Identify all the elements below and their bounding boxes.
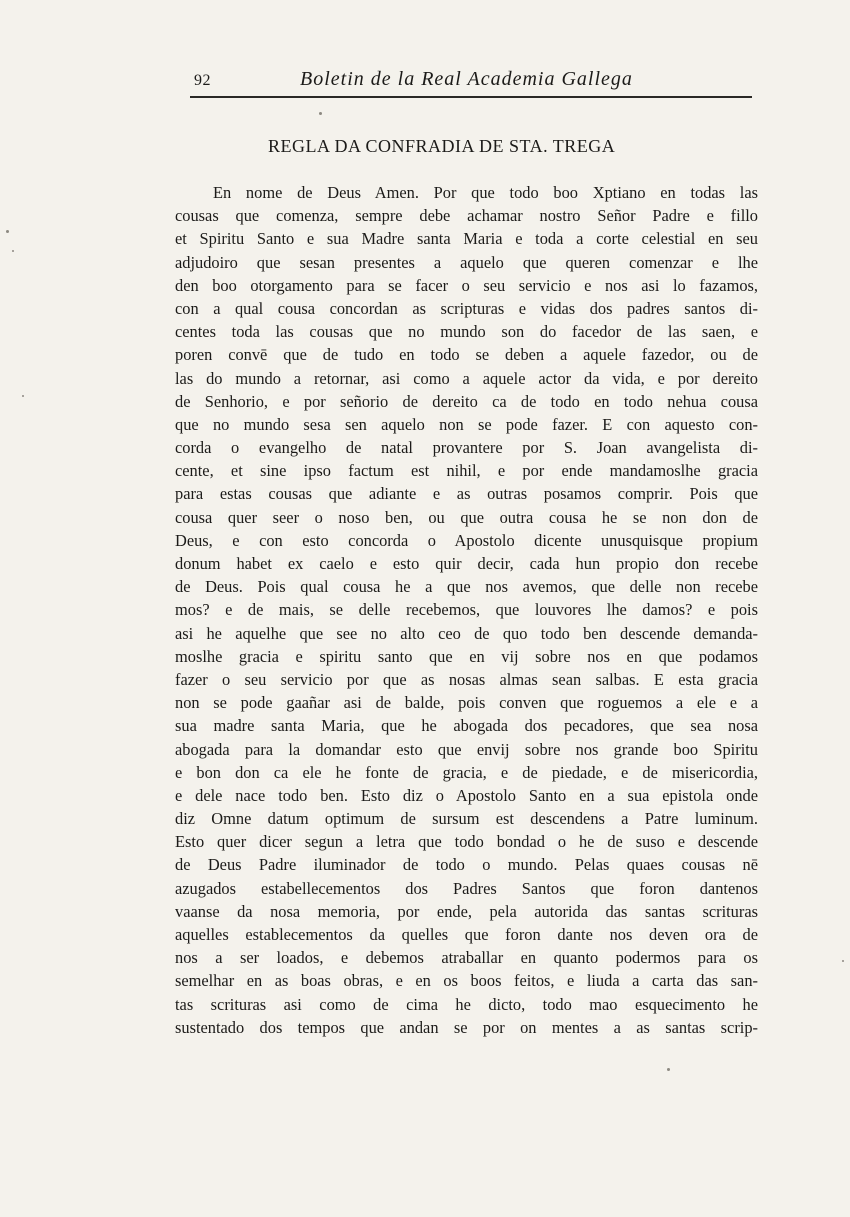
text-line: adjudoiro que sesan presentes a aquelo que queren comenzar e lhe <box>175 252 758 272</box>
text-line: para estas cousas que adiante e as outras posamos comprir. Pois que <box>175 484 758 504</box>
text-line: asi he aquelhe que see no alto ceo de quo todo ben descende demanda- <box>175 623 758 643</box>
text-line: centes toda las cousas que no mundo son do facedor de las saen, e <box>175 322 758 342</box>
text-line: diz Omne datum optimum de sursum est descendens a Patre luminum. <box>175 809 758 829</box>
text-line: Esto quer dicer segun a letra que todo bondad o he de suso e descende <box>175 832 758 852</box>
text-line: de Deus Padre iluminador de todo o mundo. Pelas quaes cousas nē <box>175 855 758 875</box>
text-line: que no mundo sesa sen aquelo non se pode fazer. E con aquesto con- <box>175 414 758 434</box>
text-line: sustentado dos tempos que andan se por on mentes a as santas scrip- <box>175 1017 758 1037</box>
text-line: moslhe gracia e spiritu santo que en vij sobre nos en que podamos <box>175 646 758 666</box>
text-line: e dele nace todo ben. Esto diz o Apostolo Santo en a sua epistola onde <box>175 785 758 805</box>
document-heading: REGLA DA CONFRADIA DE STA. TREGA <box>268 136 616 156</box>
text-line: fazer o seu servicio por que as nosas almas sean salbas. E esta gracia <box>175 669 758 689</box>
scan-speck <box>22 395 24 397</box>
text-line: de Senhorio, e por señorio de dereito ca de todo en todo nehua cousa <box>175 391 758 411</box>
text-line: et Spiritu Santo e sua Madre santa Maria e toda a corte celestial en seu <box>175 229 758 249</box>
text-line: sua madre santa Maria, que he abogada dos pecadores, que sea nosa <box>175 716 758 736</box>
text-line: cente, et sine ipso factum est nihil, e por ende mandamoslhe gracia <box>175 461 758 481</box>
text-line: con a qual cousa concordan as scripturas e vidas dos padres santos di- <box>175 298 758 318</box>
text-line: poren convē que de tudo en todo se deben a aquele fazedor, ou de <box>175 345 758 365</box>
body-text <box>175 181 758 1039</box>
running-header <box>190 66 752 98</box>
scan-speck <box>319 112 322 115</box>
scan-speck <box>6 230 9 233</box>
text-line: cousas que comenza, sempre debe achamar nostro Señor Padre e fillo <box>175 206 758 226</box>
text-line: semelhar en as boas obras, e en os boos feitos, e liuda a carta das san- <box>175 971 758 991</box>
text-line: den boo otorgamento para se facer o seu servicio e nos asi lo fazamos, <box>175 275 758 295</box>
text-line: non se pode gaañar asi de balde, pois conven que roguemos a ele e a <box>175 693 758 713</box>
journal-title: Boletin de la Real Academia Gallega <box>300 68 633 90</box>
text-line: abogada para la domandar esto que envij sobre nos grande boo Spiritu <box>175 739 758 759</box>
text-line: Deus, e con esto concorda o Apostolo dicente unusquisque propium <box>175 530 758 550</box>
text-line: En nome de Deus Amen. Por que todo boo Xptiano en todas las <box>213 183 758 202</box>
text-line: azugados estabellecementos dos Padres Santos que foron dantenos <box>175 878 758 898</box>
text-line: tas scrituras asi como de cima he dicto, todo mao esquecimento he <box>175 994 758 1014</box>
page-number: 92 <box>194 72 211 89</box>
scan-speck <box>842 960 844 962</box>
text-line: cousa quer seer o noso ben, ou que outra cousa he se non don de <box>175 507 758 527</box>
text-line: nos a ser loados, e debemos atraballar en quanto podermos para os <box>175 948 758 968</box>
text-line: corda o evangelho de natal provantere por S. Joan avangelista di- <box>175 438 758 458</box>
text-line: vaanse da nosa memoria, por ende, pela autorida das santas scrituras <box>175 901 758 921</box>
text-line: donum habet ex caelo e esto quir decir, cada hun propio don recebe <box>175 554 758 573</box>
text-line: e bon don ca ele he fonte de gracia, e de piedade, e de misericordia, <box>175 762 758 782</box>
scan-speck <box>12 250 14 252</box>
text-line: de Deus. Pois qual cousa he a que nos avemos, que delle non recebe <box>175 577 758 597</box>
text-line: mos? e de mais, se delle recebemos, que louvores lhe damos? e pois <box>175 600 758 620</box>
scan-speck <box>667 1068 670 1071</box>
text-line: las do mundo a retornar, asi como a aquele actor da vida, e por dereito <box>175 368 758 388</box>
text-line: aquelles establecementos da quelles que foron dante nos deven ora de <box>175 925 758 944</box>
